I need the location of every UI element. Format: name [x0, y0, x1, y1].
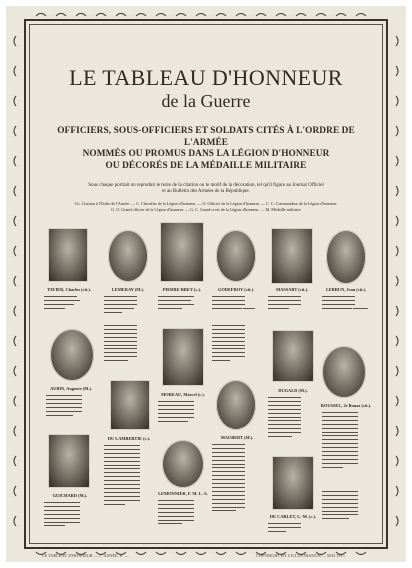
portrait-caption: LEBRUN, Jean (cit.).: [325, 287, 367, 292]
citation-text-block: ▬▬▬▬▬▬▬▬▬▬▬▬ ▬▬▬▬▬▬▬▬▬▬▬▬ ▬▬▬▬▬▬▬▬▬▬▬▬ ▬▬▬▬▬▬▬▬▬▬▬▬ ▬▬▬▬▬▬▬▬▬▬▬▬ ▬▬▬▬▬▬▬▬▬▬▬▬ ▬▬▬▬▬▬▬▬▬▬▬▬ ▬▬▬▬▬▬▬▬▬: [322, 489, 358, 521]
portrait-photo: [271, 228, 313, 284]
footer-right: COPYRIGHT BY L'ILLUSTRATION — MAI 1915: [256, 553, 345, 558]
portrait-photo: [48, 434, 90, 488]
portrait-photo: [322, 346, 366, 398]
portrait-photo: [216, 230, 256, 282]
portrait-caption: TAVIER, Charles (cit.).: [47, 287, 91, 292]
heading-line-1: OFFICIERS, SOUS-OFFICIERS ET SOLDATS CITÉS À L'ORDRE DE L'ARMÉE: [57, 126, 355, 148]
intro-note-line-1: Sous chaque portrait on reproduit le texte de la citation ou le motif de la décoration, tel qu'il figure au Journal Officiel: [88, 183, 324, 188]
portrait-caption: DUGALD (M.).: [278, 388, 308, 393]
portrait-photo: [48, 228, 88, 282]
intro-note: [68, 183, 344, 196]
citation-text-block: ▬▬▬▬▬▬▬▬▬▬▬▬ ▬▬▬▬▬▬▬▬▬▬▬ ▬▬▬▬▬▬▬▬▬▬▬▬ ▬▬▬▬▬▬▬▬: [158, 294, 194, 310]
portrait-photo: [326, 230, 366, 284]
page-sheet: [6, 6, 406, 562]
abbreviations-line-1: Cit. Citation à l'Ordre de l'Armée. — C. Chevalier de la Légion d'honneur. — O. Officier de la Légion d'honneur. — C. C. Commandeur de la Légion d'honneur.: [74, 201, 338, 206]
abbreviations-line-2: G. O. Grand officier de la Légion d'honneur. — G. C. Grand-croix de la Légion d'honneur. — M. Médaille militaire: [111, 207, 301, 212]
portrait-photo: [272, 330, 314, 382]
citation-text-block: ▬▬▬▬▬▬▬▬▬▬▬▬ ▬▬▬▬▬▬▬▬▬▬▬▬ ▬▬▬▬▬▬▬▬▬▬▬▬ ▬▬▬▬▬▬▬▬▬▬▬▬ ▬▬▬▬▬▬▬▬▬▬▬▬ ▬▬▬▬▬▬▬▬▬▬▬▬ ▬▬▬▬▬▬▬▬: [158, 498, 194, 526]
portrait-caption: LEMONNIER, F. M. L. A.: [158, 491, 208, 496]
portrait-photo: [216, 380, 256, 430]
portrait-caption: DE CARLET, L.-M. (c.).: [269, 514, 317, 519]
portrait-caption: MAUBERT (M.).: [220, 435, 254, 440]
portrait-caption: GUICHARD (M.).: [52, 493, 88, 498]
portrait-caption: MASSART (cit.).: [275, 287, 309, 292]
citation-text-block: ▬▬▬▬▬▬▬▬▬▬▬ ▬▬▬▬▬▬▬▬▬▬▬▬ ▬▬▬▬▬▬▬▬▬▬ ▬▬▬▬▬▬▬: [44, 294, 80, 310]
portrait-photo: [272, 456, 314, 510]
portrait-photo: [162, 440, 204, 488]
portrait-caption: DU LAMBERTIE (c.).: [107, 436, 151, 441]
portrait-caption: MOREAU, Marcel (c.).: [161, 392, 205, 397]
citation-text-block: ▬▬▬▬▬▬▬▬▬▬▬▬ ▬▬▬▬▬▬▬▬▬▬▬▬ ▬▬▬▬▬▬▬▬▬▬▬▬ ▬▬▬▬▬▬▬▬▬▬▬▬ ▬▬▬▬▬▬▬▬▬▬▬▬ ▬▬▬▬▬▬▬▬▬▬▬▬ ▬▬▬▬▬▬▬▬▬▬▬▬ ▬▬▬▬▬▬▬▬▬▬▬▬ ▬▬▬▬▬▬▬▬▬▬▬▬ ▬▬▬▬▬▬▬▬▬▬▬▬ ▬▬▬▬▬▬▬▬▬▬▬▬ ▬▬▬▬▬▬▬▬▬▬▬▬ ▬▬▬▬▬▬▬▬▬▬▬▬ ▬▬▬▬▬▬▬▬▬▬▬▬ ▬▬▬▬▬▬▬: [322, 410, 358, 469]
citation-text-block: ▬▬▬▬▬▬▬▬▬▬▬▬ ▬▬▬▬▬▬▬▬▬▬▬▬ ▬▬▬▬▬▬▬▬▬▬▬▬ ▬▬▬▬▬▬▬▬▬▬▬▬ ▬▬▬▬▬▬▬▬▬▬▬▬ ▬▬▬▬▬▬▬▬▬▬▬▬ ▬▬▬▬▬▬▬: [44, 500, 80, 528]
footer-left: LE TABLEAU D'HONNEUR — 1° ANNÉE, n° —: [42, 553, 129, 558]
abbreviations-legend: [46, 201, 366, 213]
citation-text-block: ▬▬▬▬▬▬▬▬▬▬▬ ▬▬▬▬▬▬▬▬▬▬▬ ▬▬▬▬▬▬▬▬▬▬▬ ▬▬▬▬▬▬▬▬▬▬▬ ▬▬▬▬▬▬▬▬▬▬▬ ▬▬▬▬▬▬▬▬▬▬▬ ▬▬▬▬▬▬▬▬▬▬▬ ▬▬▬▬▬▬▬▬▬▬▬ ▬▬▬▬▬▬▬▬▬▬▬ ▬▬▬▬▬▬: [212, 323, 245, 363]
portrait-photo: [108, 230, 148, 282]
portrait-photo: [160, 222, 204, 282]
citation-text-block: ▬▬▬▬▬▬▬▬▬▬▬▬ ▬▬▬▬▬▬▬▬▬▬▬▬ ▬▬▬▬▬▬▬▬▬▬▬▬ ▬▬▬▬▬▬▬▬▬▬▬▬ ▬▬▬▬▬▬▬▬▬▬▬▬ ▬▬▬▬▬▬▬▬▬: [46, 393, 82, 417]
heading-line-2: NOMMÉS OU PROMUS DANS LA LÉGION D'HONNEUR: [82, 149, 330, 160]
heading-block: [46, 126, 366, 172]
portrait-caption: LEMERAY (M.).: [111, 287, 145, 292]
page-title: LE TABLEAU D'HONNEUR: [69, 65, 343, 90]
portrait-caption: AUBIN, Auguste (M.).: [50, 386, 92, 391]
portrait-caption: PIERRE-BREY (c.).: [162, 287, 202, 292]
citation-text-block: ▬▬▬▬▬▬▬▬▬▬▬▬ ▬▬▬▬▬▬▬▬▬▬▬▬ ▬▬▬▬▬▬▬▬▬▬▬▬ ▬▬▬▬▬▬▬▬▬▬▬▬ ▬▬▬▬▬▬▬▬▬▬▬▬ ▬▬▬▬▬▬▬▬▬▬▬▬ ▬▬▬▬▬▬▬▬▬▬▬▬ ▬▬▬▬▬▬▬▬▬▬▬▬ ▬▬▬▬▬▬▬▬▬▬▬▬ ▬▬▬▬▬▬▬▬▬▬▬▬ ▬▬▬▬▬▬▬▬▬▬▬▬ ▬▬▬▬▬▬▬▬▬▬▬▬ ▬▬▬▬▬▬▬▬▬▬▬▬ ▬▬▬▬▬▬▬▬▬▬▬▬ ▬▬▬▬▬▬▬▬▬▬▬▬ ▬▬▬▬▬▬▬: [104, 443, 140, 506]
intro-note-line-2: et au Bulletin des Armées de la République.: [162, 189, 250, 195]
citation-text-block: ▬▬▬▬▬▬▬▬▬▬▬ ▬▬▬▬▬▬▬▬▬▬▬ ▬▬▬▬▬▬▬▬▬▬▬ ▬▬▬▬▬▬▬▬▬▬ ▬▬▬▬▬▬: [104, 294, 137, 314]
portrait-caption: GODEFROY (cit.).: [217, 287, 255, 292]
citation-text-block: ▬▬▬▬▬▬▬▬▬▬▬ ▬▬▬▬▬▬▬▬▬▬▬ ▬▬▬▬▬▬▬▬▬▬▬ ▬▬▬▬▬▬▬▬▬▬▬ ▬▬▬▬▬▬▬▬▬▬▬ ▬▬▬▬▬▬▬▬▬▬▬ ▬▬▬▬▬▬▬▬▬▬▬ ▬▬▬▬▬▬▬▬▬▬▬ ▬▬▬▬▬▬▬▬▬▬▬ ▬▬▬▬▬▬▬▬▬▬▬ ▬▬▬▬▬▬▬▬▬▬▬ ▬▬▬▬▬▬▬▬▬▬▬ ▬▬▬▬▬▬▬▬▬▬▬ ▬▬▬▬▬▬▬▬▬▬▬ ▬▬▬▬▬▬▬▬▬▬▬ ▬▬▬▬▬▬▬▬▬▬▬ ▬▬▬▬▬▬▬▬▬▬▬ ▬▬▬▬▬▬▬▬: [212, 442, 245, 513]
citation-text-block: ▬▬▬▬▬▬▬▬▬▬▬ ▬▬▬▬▬▬▬▬▬▬▬ ▬▬▬▬▬▬▬▬▬▬▬ ▬▬▬▬▬▬▬▬▬▬ ▬▬▬▬: [212, 294, 255, 310]
portrait-photo: [50, 329, 94, 381]
portrait-photo: [110, 380, 150, 430]
heading-line-3: OU DÉCORÉS DE LA MÉDAILLE MILITAIRE: [105, 160, 307, 171]
portrait-caption: ROUSSEL, 2e Bouaz (cit.).: [320, 403, 372, 408]
citation-text-block: ▬▬▬▬▬▬▬▬▬▬▬ ▬▬▬▬▬▬▬▬▬▬▬ ▬▬▬▬▬▬▬▬▬▬▬ ▬▬▬▬▬▬▬▬▬▬ ▬▬▬▬▬: [322, 294, 368, 310]
portrait-photo: [162, 328, 204, 386]
citation-text-block: ▬▬▬▬▬▬▬▬▬▬▬▬ ▬▬▬▬▬▬▬▬▬▬▬▬ ▬▬▬▬▬▬▬▬▬▬▬▬ ▬▬▬▬▬▬▬▬▬▬▬▬ ▬▬▬▬▬▬▬▬▬▬▬▬ ▬▬▬▬▬▬▬▬▬▬: [158, 399, 194, 423]
citation-text-block: ▬▬▬▬▬▬▬▬▬▬▬ ▬▬▬▬▬▬▬▬▬▬▬ ▬▬▬▬▬▬▬▬▬▬▬ ▬▬▬▬▬▬▬▬▬▬▬ ▬▬▬▬▬▬▬▬▬▬▬ ▬▬▬▬▬▬▬▬▬▬▬ ▬▬▬▬▬▬▬▬▬▬▬ ▬▬▬▬▬▬▬▬▬▬▬ ▬▬▬▬▬▬▬▬▬▬▬ ▬▬▬▬▬▬▬▬: [104, 323, 137, 363]
citation-text-block: ▬▬▬▬▬▬▬▬▬▬▬ ▬▬▬▬▬▬▬▬▬▬▬ ▬▬▬▬▬▬▬▬▬▬▬ ▬▬▬▬▬▬▬: [268, 294, 301, 310]
citation-text-block: ▬▬▬▬▬▬▬▬▬▬▬ ▬▬▬▬▬▬▬▬▬▬▬ ▬▬▬▬▬▬▬▬▬▬▬ ▬▬▬▬▬▬▬▬▬▬▬ ▬▬▬▬▬▬▬▬▬▬▬ ▬▬▬▬▬▬▬▬▬▬▬ ▬▬▬▬▬▬▬▬▬▬▬ ▬▬▬▬▬▬▬▬▬▬▬ ▬▬▬▬▬▬▬▬▬▬▬ ▬▬▬▬▬▬▬▬▬▬▬ ▬▬▬▬▬▬▬▬: [268, 395, 301, 439]
citation-text-block: ▬▬▬▬▬▬▬▬▬▬▬ ▬▬▬▬▬▬▬▬▬▬▬ ▬▬▬▬▬▬: [268, 521, 301, 533]
page-subtitle: de la Guerre: [161, 91, 251, 111]
